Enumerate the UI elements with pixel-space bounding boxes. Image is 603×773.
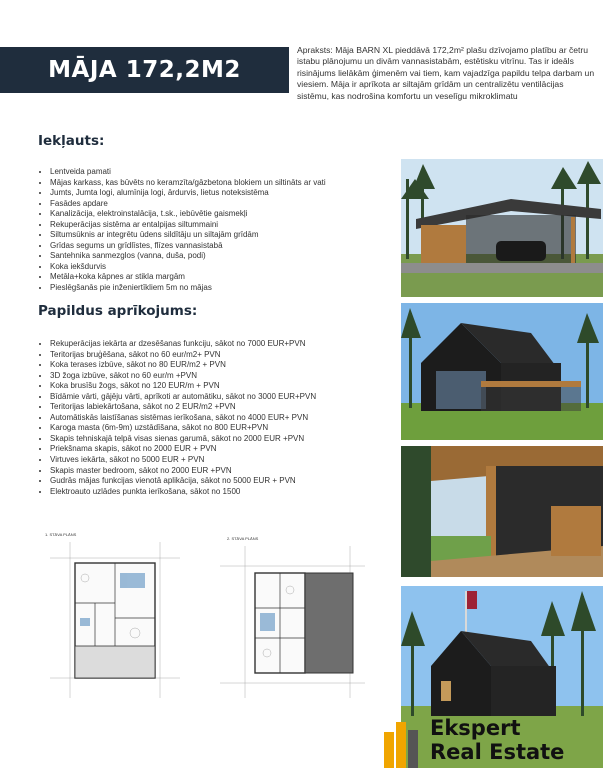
logo-line-1: Ekspert: [430, 716, 521, 740]
logo-mark-icon: [380, 712, 430, 768]
extras-item: • Teritorijas bruģēšana, sākot no 60 eur/m2+ PVN: [50, 350, 400, 361]
included-item: • Fasādes apdare: [50, 199, 400, 210]
included-item: • Pieslēgšanās pie inženiertīkliem 5m no mājas: [50, 283, 400, 294]
included-item: • Jumts, Jumta logi, alumīnija logi, ārdurvis, lietus noteksistēma: [50, 188, 400, 199]
extras-item: • Koka brusīšu žogs, sākot no 120 EUR/m + PVN: [50, 381, 400, 392]
included-item: • Siltumsūknis ar integrētu ūdens sildītāju un siltajām grīdām: [50, 230, 400, 241]
extras-item: • Koka terases izbūve, sākot no 80 EUR/m2 + PVN: [50, 360, 400, 371]
extras-item: • Automātiskās laistīšanas sistēmas ierīkošana, sākot no 4000 EUR+ PVN: [50, 413, 400, 424]
floor-plan-1-label: 1. STĀVA PLĀNS: [45, 532, 77, 537]
included-item: • Koka iekšdurvis: [50, 262, 400, 273]
extras-item: • Virtuves iekārta, sākot no 5000 EUR + PVN: [50, 455, 400, 466]
included-item: • Grīdas segums un grīdlīstes, flīzes vannasistabā: [50, 241, 400, 252]
included-item: • Kanalizācija, elektroinstalācija, t.sk., iebūvētie gaismekļi: [50, 209, 400, 220]
ekspert-logo: [380, 712, 603, 768]
extras-item: • Skapis master bedroom, sākot no 2000 EUR +PVN: [50, 466, 400, 477]
included-item: • Lentveida pamati: [50, 167, 400, 178]
included-item: • Rekuperācijas sistēma ar entalpijas siltummaini: [50, 220, 400, 231]
extras-item: • Rekuperācijas iekārta ar dzesēšanas funkciju, sākot no 7000 EUR+PVN: [50, 339, 400, 350]
extras-list: [38, 339, 400, 497]
extras-item: • Gudrās mājas funkcijas vienotā aplikācija, sākot no 5000 EUR + PVN: [50, 476, 400, 487]
included-item: • Metāla+koka kāpnes ar stikla margām: [50, 272, 400, 283]
floor-plan-2-label: 2. STĀVA PLĀNS: [227, 536, 259, 541]
extras-item: • Priekšnama skapis, sākot no 2000 EUR + PVN: [50, 444, 400, 455]
included-heading: Iekļauts:: [38, 133, 105, 149]
extras-heading: Papildus aprīkojums:: [38, 303, 198, 319]
house-photo-carport: [401, 159, 603, 297]
included-list: [38, 167, 400, 294]
extras-item: • Teritorijas labiekārtošana, sākot no 2 EUR/m2 +PVN: [50, 402, 400, 413]
floor-plan-2: [215, 528, 370, 704]
extras-item: • Elektroauto uzlādes punkta ierīkošana, sākot no 1500: [50, 487, 400, 498]
house-photo-terrace: [401, 446, 603, 577]
extras-item: • Skapis tehniskajā telpā visas sienas garumā, sākot no 2000 EUR +PVN: [50, 434, 400, 445]
floor-plan-1: [45, 528, 185, 704]
page-title: MĀJA 172,2M2: [48, 57, 241, 83]
description: Apraksts: Māja BARN XL pieddāvā 172,2m² plašu dzīvojamo platību ar četru istabu plānojumu un divām vannasistabām, estētisku vitrīnu. Tas ir ideāls risinājums lielākām ģimenēm vai tiem, kam vajadzīga papildu telpa darbam un viesiem. Māja ir aprīkota ar siltajām grīdām un centralizētu ventilācijas sistēmu, kas nodrošina komfortu un veselīgu mikroklimatu: [297, 45, 595, 101]
title-banner: [0, 47, 289, 93]
included-item: • Mājas karkass, kas būvēts no keramzīta/gāzbetona blokiem un siltināts ar vati: [50, 178, 400, 189]
logo-line-2: Real Estate: [430, 740, 565, 764]
included-item: • Santehnika sanmezglos (vanna, duša, podi): [50, 251, 400, 262]
house-photo-barn: [401, 303, 603, 440]
extras-item: • 3D žoga izbūve, sākot no 60 eur/m +PVN: [50, 371, 400, 382]
extras-item: • Bīdāmie vārti, gājēju vārti, aprīkoti ar automātiku, sākot no 3000 EUR+PVN: [50, 392, 400, 403]
extras-item: • Karoga masta (6m-9m) uzstādīšana, sākot no 800 EUR+PVN: [50, 423, 400, 434]
